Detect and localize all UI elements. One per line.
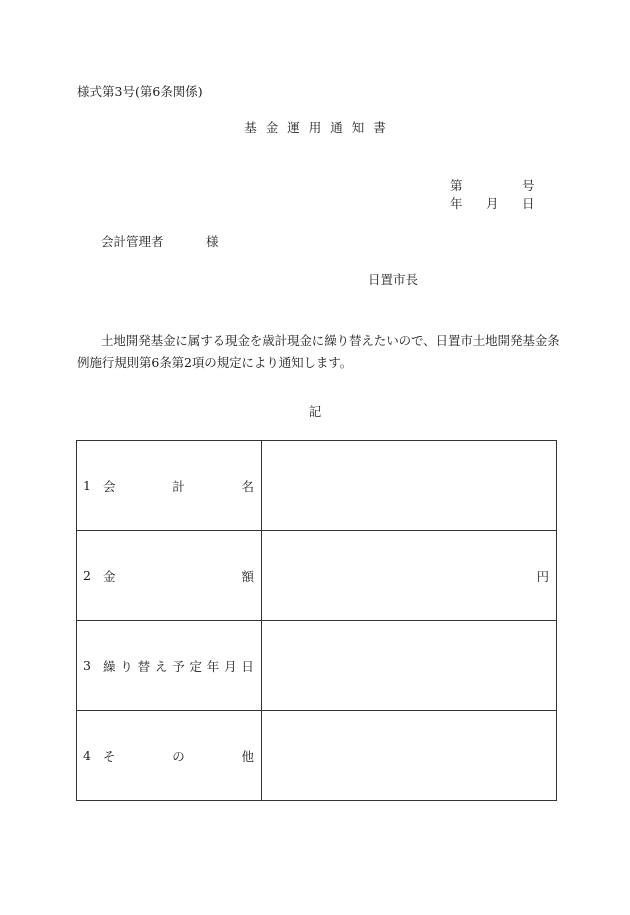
row-number: 4 — [83, 748, 91, 763]
record-table-body — [77, 441, 557, 801]
document-title: 基金運用通知書 — [244, 120, 395, 135]
document-number-suffix: 号 — [522, 178, 535, 193]
date-month-label: 月 — [486, 196, 499, 211]
row-label-text: 金 額 — [103, 568, 254, 584]
row-label-cell — [77, 441, 262, 531]
table-row — [77, 711, 557, 801]
table-row — [77, 531, 557, 621]
table-row — [77, 441, 557, 531]
row-number: 1 — [83, 478, 91, 493]
addressee-name: 会計管理者 — [101, 234, 164, 249]
date-year-label: 年 — [450, 196, 463, 211]
document-number-prefix: 第 — [450, 178, 463, 193]
row-value-cell[interactable] — [262, 441, 557, 531]
ki-heading: 記 — [308, 404, 322, 419]
date-day-label: 日 — [522, 196, 535, 211]
row-label — [77, 477, 261, 495]
row-label — [77, 747, 261, 765]
record-table — [76, 440, 557, 801]
row-number: 3 — [83, 658, 91, 673]
row-label-cell — [77, 621, 262, 711]
row-label — [77, 567, 261, 585]
row-label — [77, 657, 261, 675]
row-value-cell[interactable] — [262, 711, 557, 801]
row-value-cell[interactable] — [262, 621, 557, 711]
addressee-honorific: 様 — [206, 234, 219, 249]
form-number: 様式第3号(第6条関係) — [77, 84, 203, 99]
row-label-text: そ の 他 — [103, 748, 254, 764]
sender-name: 日置市長 — [368, 272, 419, 287]
row-label-text: 会 計 名 — [103, 478, 254, 494]
row-label-text: 繰 り 替 え 予 定 年 月 日 — [103, 658, 254, 674]
row-label-cell — [77, 531, 262, 621]
table-row — [77, 621, 557, 711]
row-label-cell — [77, 711, 262, 801]
row-number: 2 — [83, 568, 91, 583]
body-paragraph: 土地開発基金に属する現金を歳計現金に繰り替えたいので、日置市土地開発基金条例施行規則第6条第2項の規定により通知します。 — [77, 333, 560, 370]
row-value-cell[interactable]: 円 — [262, 531, 557, 621]
